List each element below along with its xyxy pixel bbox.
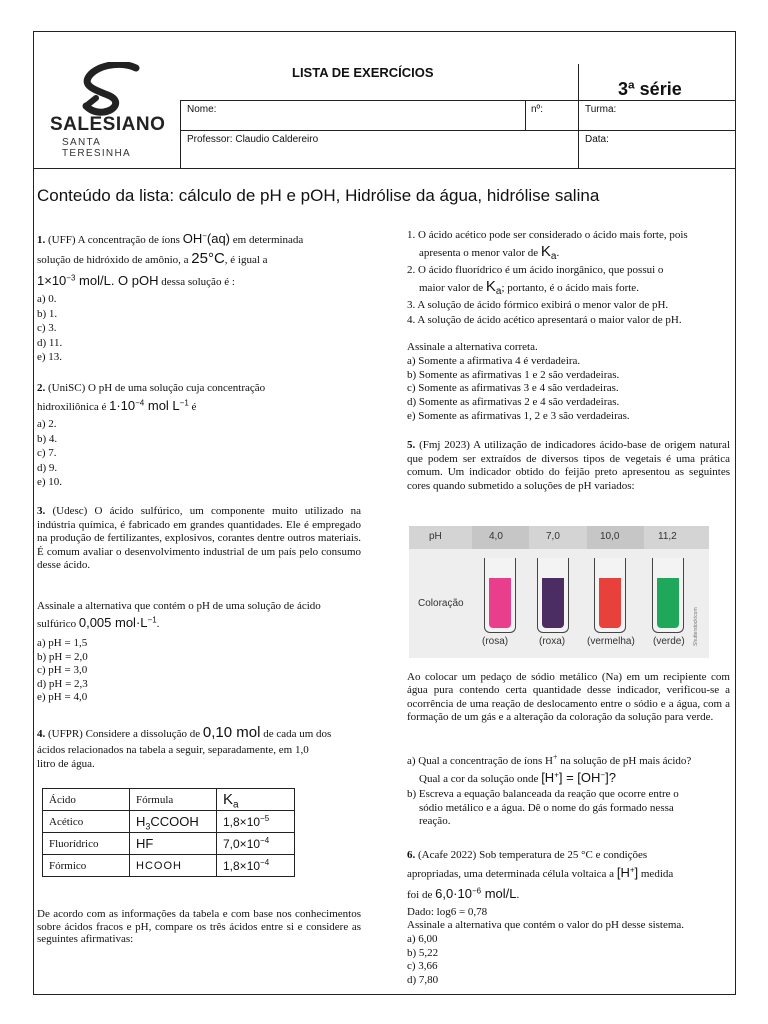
content-title: Conteúdo da lista: cálculo de pH e pOH, Hidrólise da água, hidrólise salina [37, 186, 600, 205]
class-field[interactable]: Turma: [585, 104, 617, 115]
ph-value: 4,0 [489, 531, 503, 542]
option[interactable]: b) 1. [37, 307, 58, 320]
color-label: Coloração [418, 598, 464, 609]
ph-value: 10,0 [600, 531, 620, 542]
header-rule [180, 130, 736, 131]
option[interactable]: e) 13. [37, 351, 63, 363]
question-number: 3. [37, 505, 46, 517]
q4-options [407, 355, 630, 424]
option[interactable]: a) 0. [37, 293, 57, 305]
question-4-after-table: De acordo com as informações da tabela e com base nos conhecimentos sobre ácidos fracos e pH, compare os três ácidos entre si e considere as seguintes afirmativas: [37, 908, 361, 945]
header-rule [180, 100, 736, 101]
option[interactable]: c) 7. [37, 447, 57, 459]
q3-options [37, 637, 88, 705]
question-2: 2. (UniSC) O pH de uma solução cuja concentração hidroxiliônica é $1\cdot 10^{-4}$ mol $L^{-1}$ é [37, 382, 266, 413]
option[interactable]: d) 7,80 [407, 973, 439, 986]
table-cell: $1,8\times 10^{-4}$ [217, 855, 295, 877]
table-cell: Acético [43, 811, 130, 833]
school-subname: SANTA TERESINHA [62, 137, 131, 159]
question-3: 3. (Udesc) O ácido sulfúrico, um componente muito utilizado na indústria química, é fabricado em grandes quantidades. Ele é empregado na produção de fertilizantes, explosivos, corantes dentre outros materiais. É comum avaliar o desenvolvimento industrial de um país pelo consumo desse ácido. [37, 505, 361, 571]
option[interactable]: e) pH = 4,0 [37, 691, 88, 704]
tube-liquid [657, 578, 679, 628]
option[interactable]: e) Somente as afirmativas 1, 2 e 3 são verdadeiras. [407, 409, 630, 422]
q6-options [407, 933, 438, 987]
option[interactable]: c) 3. [37, 322, 57, 334]
option[interactable]: b) 4. [37, 432, 58, 445]
option[interactable]: a) pH = 1,5 [37, 637, 88, 649]
test-tube [537, 558, 569, 633]
table-header: Fórmula [130, 789, 217, 811]
ph-value: 11,2 [658, 531, 677, 542]
q2-options [37, 417, 62, 490]
table-cell: HF [130, 833, 217, 855]
table-cell: $1,8\times 10^{-5}$ [217, 811, 295, 833]
option[interactable]: c) pH = 3,0 [37, 664, 88, 677]
q4-statements: 1. O ácido acético pode ser considerado o ácido mais forte, pois apresenta o menor valor de $K_a$. 2. O ácido fluorídrico é um ácido inorgânico, que possui o maior valor de $K_a$; portanto, é o ácido mais forte. 3. A solução de ácido fórmico exibirá o menor valor de pH. 4. A solução de ácido acético apresentará o maior valor de pH. [407, 229, 688, 326]
grade-label: 3ª série [618, 79, 682, 99]
header-rule [33, 168, 736, 169]
table-row [43, 811, 295, 833]
name-field[interactable]: Nome: [187, 104, 217, 115]
header-divider [180, 100, 181, 168]
color-name: (vermelha) [587, 636, 635, 647]
table-row [43, 855, 295, 877]
school-logo [50, 62, 170, 159]
table-header: Ácido [43, 789, 130, 811]
date-field[interactable]: Data: [585, 134, 609, 145]
option[interactable]: b) 5,22 [407, 946, 439, 959]
option[interactable]: c) 3,66 [407, 960, 438, 973]
image-credit: Shutterstock/com [693, 607, 699, 646]
salesiano-logo-icon [50, 62, 170, 118]
test-tube [594, 558, 626, 633]
question-6-given: Dado: log6 = 0,78 Assinale a alternativa que contém o valor do pH desse sistema. [407, 906, 685, 931]
table-cell: $7,0\times 10^{-4}$ [217, 833, 295, 855]
option[interactable]: d) 11. [37, 336, 63, 349]
question-1: 1. (UFF) A concentração de íons OH−(aq) em determinada solução de hidróxido de amônio, a 25°C, é igual a $1\times 10^{-3}$ mol/L. O pOH dessa solução é : [37, 231, 304, 288]
table-cell: Fluorídrico [43, 833, 130, 855]
tube-liquid [489, 578, 511, 628]
question-number: 6. [407, 849, 416, 861]
number-field[interactable]: nº: [531, 104, 543, 115]
option[interactable]: d) 9. [37, 461, 58, 474]
table-row [43, 833, 295, 855]
question-3-ask: Assinale a alternativa que contém o pH de uma solução de ácido sulfúrico 0,005 $mol\cdot L^{-1}$. [37, 600, 321, 630]
ph-label: pH [429, 531, 442, 542]
question-number: 5. [407, 439, 416, 451]
color-name: (roxa) [539, 636, 566, 647]
option[interactable]: d) Somente as afirmativas 2 e 4 são verdadeiras. [407, 396, 620, 409]
option[interactable]: a) 6,00 [407, 933, 438, 945]
table-cell: HCOOH [130, 855, 217, 877]
header-divider [578, 64, 579, 168]
acid-table [42, 788, 295, 877]
q1-options [37, 292, 62, 365]
question-5-context: Ao colocar um pedaço de sódio metálico (Na) em um recipiente com água pura contendo certa quantidade desse indicador, verificou-se a ocorrência de uma reação de deslocamento entre o sódio e a água, com a formação de um gás e a alteração da coloração da solução para verde. [407, 671, 730, 724]
question-4-ask: Assinale a alternativa correta. [407, 341, 538, 353]
tube-liquid [599, 578, 621, 628]
option[interactable]: a) 2. [37, 418, 57, 430]
header-divider [525, 100, 526, 130]
option[interactable]: b) pH = 2,0 [37, 650, 88, 663]
table-cell: Fórmico [43, 855, 130, 877]
color-name: (rosa) [482, 636, 509, 647]
question-5-items: a) Qual a concentração de íons H+ na solução de pH mais ácido? Qual a cor da solução onde [H+] = [OH−]? b) Escreva a equação balanceada da reação que ocorre entre o sódio metálico e a água. Dê o nome do gás formado nessa reação. [407, 752, 692, 827]
color-name: (verde) [653, 636, 685, 647]
ph-value: 7,0 [546, 531, 560, 542]
question-5: 5. (Fmj 2023) A utilização de indicadores ácido-base de origem natural que podem ser extraídos de diversos tipos de vegetais é uma prática comum. Um indicador obtido do feijão preto apresentou as seguintes cores quando submetido a soluções de pH variados: [407, 439, 730, 492]
indicator-figure [409, 526, 709, 658]
option[interactable]: e) 10. [37, 476, 63, 488]
option[interactable]: b) Somente as afirmativas 1 e 2 são verdadeiras. [407, 368, 620, 381]
option[interactable]: d) pH = 2,3 [37, 677, 88, 690]
table-header: $K_a$ [217, 789, 295, 811]
table-cell: $H_3CCOOH$ [130, 811, 217, 833]
tube-liquid [542, 578, 564, 628]
option[interactable]: a) Somente a afirmativa 4 é verdadeira. [407, 355, 581, 367]
test-tube [484, 558, 516, 633]
table-header-row [43, 789, 295, 811]
school-name: SALESIANO [50, 114, 166, 135]
question-number: 4. [37, 728, 46, 740]
question-number: 1. [37, 234, 46, 246]
question-number: 2. [37, 382, 46, 394]
question-6: 6. (Acafe 2022) Sob temperatura de 25 °C e condições apropriadas, uma determinada célula voltaica a [H+] medida foi de $6,0\cdot 10^{-6}$ mol/L. [407, 849, 674, 901]
page-title: LISTA DE EXERCÍCIOS [292, 65, 434, 80]
option[interactable]: c) Somente as afirmativas 3 e 4 são verdadeiras. [407, 382, 619, 395]
test-tube [652, 558, 684, 633]
question-4: 4. (UFPR) Considere a dissolução de 0,10 mol de cada um dos ácidos relacionados na tabela a seguir, separadamente, em 1,0 litro de água. [37, 724, 332, 770]
teacher-field: Professor: Claudio Caldereiro [187, 134, 319, 145]
